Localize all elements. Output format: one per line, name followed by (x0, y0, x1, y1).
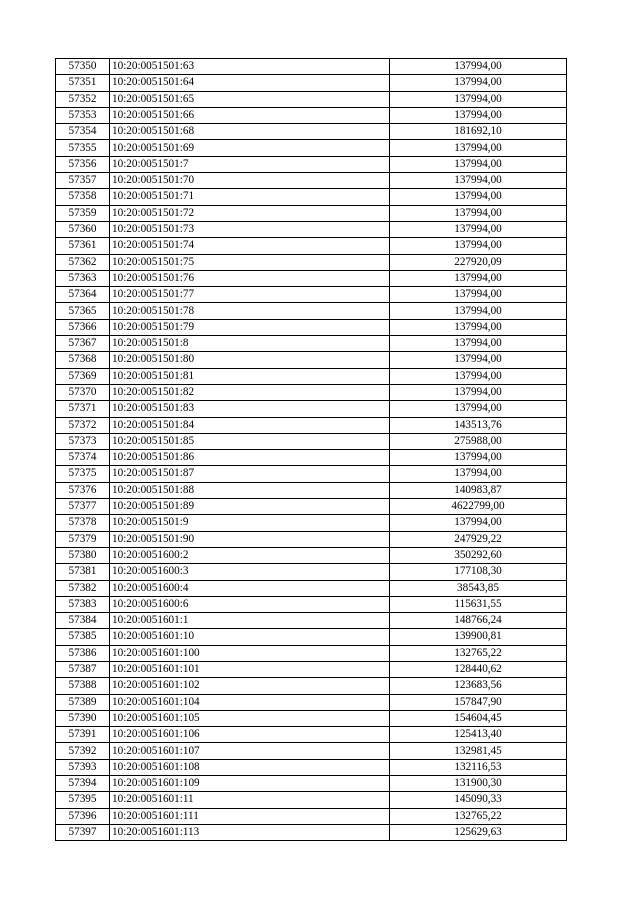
cadastral-number-cell: 10:20:0051501:7 (110, 156, 390, 172)
cadastral-number-cell: 10:20:0051501:65 (110, 91, 390, 107)
cadastral-value-cell: 137994,00 (390, 221, 567, 237)
row-number-cell: 57359 (56, 205, 110, 221)
row-number-cell: 57379 (56, 531, 110, 547)
cadastral-number-cell: 10:20:0051501:87 (110, 466, 390, 482)
cadastral-number-cell: 10:20:0051501:77 (110, 287, 390, 303)
row-number-cell: 57378 (56, 515, 110, 531)
table-row (56, 743, 567, 759)
cadastral-number-cell: 10:20:0051601:107 (110, 743, 390, 759)
cadastral-value-cell: 227920,09 (390, 254, 567, 270)
row-number-cell: 57377 (56, 499, 110, 515)
cadastral-value-cell: 137994,00 (390, 368, 567, 384)
table-row (56, 824, 567, 840)
cadastral-value-table (55, 58, 567, 841)
cadastral-value-cell: 137994,00 (390, 91, 567, 107)
table-row (56, 808, 567, 824)
cadastral-number-cell: 10:20:0051501:63 (110, 59, 390, 75)
cadastral-value-cell: 137994,00 (390, 205, 567, 221)
row-number-cell: 57369 (56, 368, 110, 384)
table-row (56, 710, 567, 726)
row-number-cell: 57380 (56, 547, 110, 563)
table-row (56, 596, 567, 612)
table-row (56, 173, 567, 189)
row-number-cell: 57351 (56, 75, 110, 91)
row-number-cell: 57376 (56, 482, 110, 498)
cadastral-number-cell: 10:20:0051601:104 (110, 694, 390, 710)
row-number-cell: 57372 (56, 417, 110, 433)
row-number-cell: 57360 (56, 221, 110, 237)
table-row (56, 221, 567, 237)
cadastral-value-cell: 137994,00 (390, 515, 567, 531)
row-number-cell: 57391 (56, 727, 110, 743)
row-number-cell: 57370 (56, 384, 110, 400)
cadastral-number-cell: 10:20:0051501:78 (110, 303, 390, 319)
cadastral-value-cell: 154604,45 (390, 710, 567, 726)
row-number-cell: 57361 (56, 238, 110, 254)
cadastral-number-cell: 10:20:0051601:105 (110, 710, 390, 726)
cadastral-number-cell: 10:20:0051501:69 (110, 140, 390, 156)
row-number-cell: 57382 (56, 580, 110, 596)
cadastral-number-cell: 10:20:0051501:9 (110, 515, 390, 531)
table-row (56, 107, 567, 123)
cadastral-value-cell: 137994,00 (390, 189, 567, 205)
table-row (56, 531, 567, 547)
cadastral-value-cell: 137994,00 (390, 270, 567, 286)
cadastral-number-cell: 10:20:0051501:81 (110, 368, 390, 384)
table-row (56, 254, 567, 270)
cadastral-number-cell: 10:20:0051601:100 (110, 645, 390, 661)
cadastral-value-cell: 137994,00 (390, 450, 567, 466)
cadastral-number-cell: 10:20:0051601:11 (110, 792, 390, 808)
table-row (56, 140, 567, 156)
cadastral-value-cell: 128440,62 (390, 661, 567, 677)
cadastral-value-cell: 137994,00 (390, 466, 567, 482)
table-row (56, 205, 567, 221)
cadastral-value-cell: 125413,40 (390, 727, 567, 743)
row-number-cell: 57354 (56, 124, 110, 140)
cadastral-number-cell: 10:20:0051601:101 (110, 661, 390, 677)
table-row (56, 59, 567, 75)
cadastral-value-cell: 177108,30 (390, 564, 567, 580)
row-number-cell: 57363 (56, 270, 110, 286)
table-row (56, 450, 567, 466)
cadastral-number-cell: 10:20:0051501:74 (110, 238, 390, 254)
cadastral-value-cell: 137994,00 (390, 287, 567, 303)
table-row (56, 417, 567, 433)
table-row (56, 352, 567, 368)
cadastral-number-cell: 10:20:0051600:4 (110, 580, 390, 596)
cadastral-value-cell: 137994,00 (390, 75, 567, 91)
table-row (56, 759, 567, 775)
table-row (56, 384, 567, 400)
cadastral-number-cell: 10:20:0051501:80 (110, 352, 390, 368)
row-number-cell: 57365 (56, 303, 110, 319)
cadastral-value-cell: 125629,63 (390, 824, 567, 840)
table-row (56, 580, 567, 596)
cadastral-number-cell: 10:20:0051501:76 (110, 270, 390, 286)
cadastral-value-cell: 148766,24 (390, 613, 567, 629)
cadastral-number-cell: 10:20:0051501:90 (110, 531, 390, 547)
cadastral-number-cell: 10:20:0051501:73 (110, 221, 390, 237)
row-number-cell: 57358 (56, 189, 110, 205)
cadastral-number-cell: 10:20:0051501:88 (110, 482, 390, 498)
cadastral-value-cell: 38543,85 (390, 580, 567, 596)
row-number-cell: 57381 (56, 564, 110, 580)
table-row (56, 564, 567, 580)
row-number-cell: 57356 (56, 156, 110, 172)
cadastral-number-cell: 10:20:0051601:10 (110, 629, 390, 645)
row-number-cell: 57392 (56, 743, 110, 759)
row-number-cell: 57388 (56, 678, 110, 694)
cadastral-number-cell: 10:20:0051601:113 (110, 824, 390, 840)
cadastral-number-cell: 10:20:0051601:109 (110, 776, 390, 792)
row-number-cell: 57396 (56, 808, 110, 824)
row-number-cell: 57386 (56, 645, 110, 661)
cadastral-value-cell: 137994,00 (390, 303, 567, 319)
cadastral-value-cell: 4622799,00 (390, 499, 567, 515)
cadastral-value-cell: 139900,81 (390, 629, 567, 645)
cadastral-number-cell: 10:20:0051501:64 (110, 75, 390, 91)
table-row (56, 91, 567, 107)
table-row (56, 661, 567, 677)
cadastral-number-cell: 10:20:0051501:79 (110, 319, 390, 335)
table-row (56, 482, 567, 498)
cadastral-number-cell: 10:20:0051601:102 (110, 678, 390, 694)
cadastral-number-cell: 10:20:0051601:111 (110, 808, 390, 824)
row-number-cell: 57353 (56, 107, 110, 123)
cadastral-value-cell: 137994,00 (390, 107, 567, 123)
cadastral-value-cell: 350292,60 (390, 547, 567, 563)
cadastral-value-cell: 137994,00 (390, 140, 567, 156)
cadastral-number-cell: 10:20:0051501:75 (110, 254, 390, 270)
row-number-cell: 57397 (56, 824, 110, 840)
cadastral-number-cell: 10:20:0051601:1 (110, 613, 390, 629)
cadastral-number-cell: 10:20:0051501:86 (110, 450, 390, 466)
table-row (56, 645, 567, 661)
row-number-cell: 57367 (56, 336, 110, 352)
cadastral-value-cell: 137994,00 (390, 156, 567, 172)
table-row (56, 727, 567, 743)
table-row (56, 75, 567, 91)
cadastral-value-cell: 137994,00 (390, 401, 567, 417)
table-row (56, 776, 567, 792)
cadastral-value-cell: 137994,00 (390, 59, 567, 75)
cadastral-number-cell: 10:20:0051601:108 (110, 759, 390, 775)
cadastral-value-cell: 137994,00 (390, 238, 567, 254)
row-number-cell: 57366 (56, 319, 110, 335)
cadastral-number-cell: 10:20:0051501:83 (110, 401, 390, 417)
table-row (56, 515, 567, 531)
cadastral-value-cell: 132765,22 (390, 808, 567, 824)
row-number-cell: 57383 (56, 596, 110, 612)
cadastral-value-cell: 247929,22 (390, 531, 567, 547)
row-number-cell: 57355 (56, 140, 110, 156)
row-number-cell: 57395 (56, 792, 110, 808)
table-row (56, 547, 567, 563)
row-number-cell: 57368 (56, 352, 110, 368)
table-row (56, 466, 567, 482)
table-row (56, 368, 567, 384)
cadastral-value-cell: 132981,45 (390, 743, 567, 759)
table-row (56, 629, 567, 645)
table-row (56, 401, 567, 417)
cadastral-number-cell: 10:20:0051501:89 (110, 499, 390, 515)
cadastral-number-cell: 10:20:0051501:71 (110, 189, 390, 205)
table-row (56, 694, 567, 710)
cadastral-value-cell: 115631,55 (390, 596, 567, 612)
table-row (56, 270, 567, 286)
table-row (56, 433, 567, 449)
cadastral-number-cell: 10:20:0051501:8 (110, 336, 390, 352)
row-number-cell: 57364 (56, 287, 110, 303)
cadastral-value-cell: 137994,00 (390, 352, 567, 368)
row-number-cell: 57374 (56, 450, 110, 466)
cadastral-number-cell: 10:20:0051501:72 (110, 205, 390, 221)
row-number-cell: 57394 (56, 776, 110, 792)
cadastral-number-cell: 10:20:0051501:70 (110, 173, 390, 189)
cadastral-value-cell: 137994,00 (390, 336, 567, 352)
cadastral-value-cell: 137994,00 (390, 384, 567, 400)
table-row (56, 238, 567, 254)
cadastral-number-cell: 10:20:0051501:68 (110, 124, 390, 140)
row-number-cell: 57352 (56, 91, 110, 107)
row-number-cell: 57384 (56, 613, 110, 629)
table-row (56, 124, 567, 140)
table-body (56, 59, 567, 841)
cadastral-value-cell: 157847,90 (390, 694, 567, 710)
table-row (56, 319, 567, 335)
cadastral-number-cell: 10:20:0051501:66 (110, 107, 390, 123)
cadastral-value-cell: 132765,22 (390, 645, 567, 661)
cadastral-value-cell: 123683,56 (390, 678, 567, 694)
row-number-cell: 57389 (56, 694, 110, 710)
table-row (56, 287, 567, 303)
cadastral-number-cell: 10:20:0051501:85 (110, 433, 390, 449)
row-number-cell: 57387 (56, 661, 110, 677)
cadastral-number-cell: 10:20:0051601:106 (110, 727, 390, 743)
row-number-cell: 57390 (56, 710, 110, 726)
cadastral-value-cell: 140983,87 (390, 482, 567, 498)
row-number-cell: 57375 (56, 466, 110, 482)
table-row (56, 189, 567, 205)
cadastral-value-cell: 137994,00 (390, 173, 567, 189)
row-number-cell: 57362 (56, 254, 110, 270)
cadastral-number-cell: 10:20:0051501:82 (110, 384, 390, 400)
table-row (56, 336, 567, 352)
cadastral-value-cell: 137994,00 (390, 319, 567, 335)
row-number-cell: 57373 (56, 433, 110, 449)
cadastral-value-cell: 145090,33 (390, 792, 567, 808)
cadastral-value-cell: 181692,10 (390, 124, 567, 140)
cadastral-value-cell: 275988,00 (390, 433, 567, 449)
cadastral-number-cell: 10:20:0051600:3 (110, 564, 390, 580)
table-row (56, 678, 567, 694)
table-row (56, 499, 567, 515)
table-row (56, 613, 567, 629)
row-number-cell: 57385 (56, 629, 110, 645)
cadastral-number-cell: 10:20:0051501:84 (110, 417, 390, 433)
cadastral-value-cell: 143513,76 (390, 417, 567, 433)
cadastral-number-cell: 10:20:0051600:2 (110, 547, 390, 563)
row-number-cell: 57393 (56, 759, 110, 775)
table-row (56, 303, 567, 319)
table-row (56, 792, 567, 808)
row-number-cell: 57350 (56, 59, 110, 75)
cadastral-value-cell: 132116,53 (390, 759, 567, 775)
cadastral-number-cell: 10:20:0051600:6 (110, 596, 390, 612)
cadastral-value-cell: 131900,30 (390, 776, 567, 792)
table-row (56, 156, 567, 172)
row-number-cell: 57371 (56, 401, 110, 417)
row-number-cell: 57357 (56, 173, 110, 189)
